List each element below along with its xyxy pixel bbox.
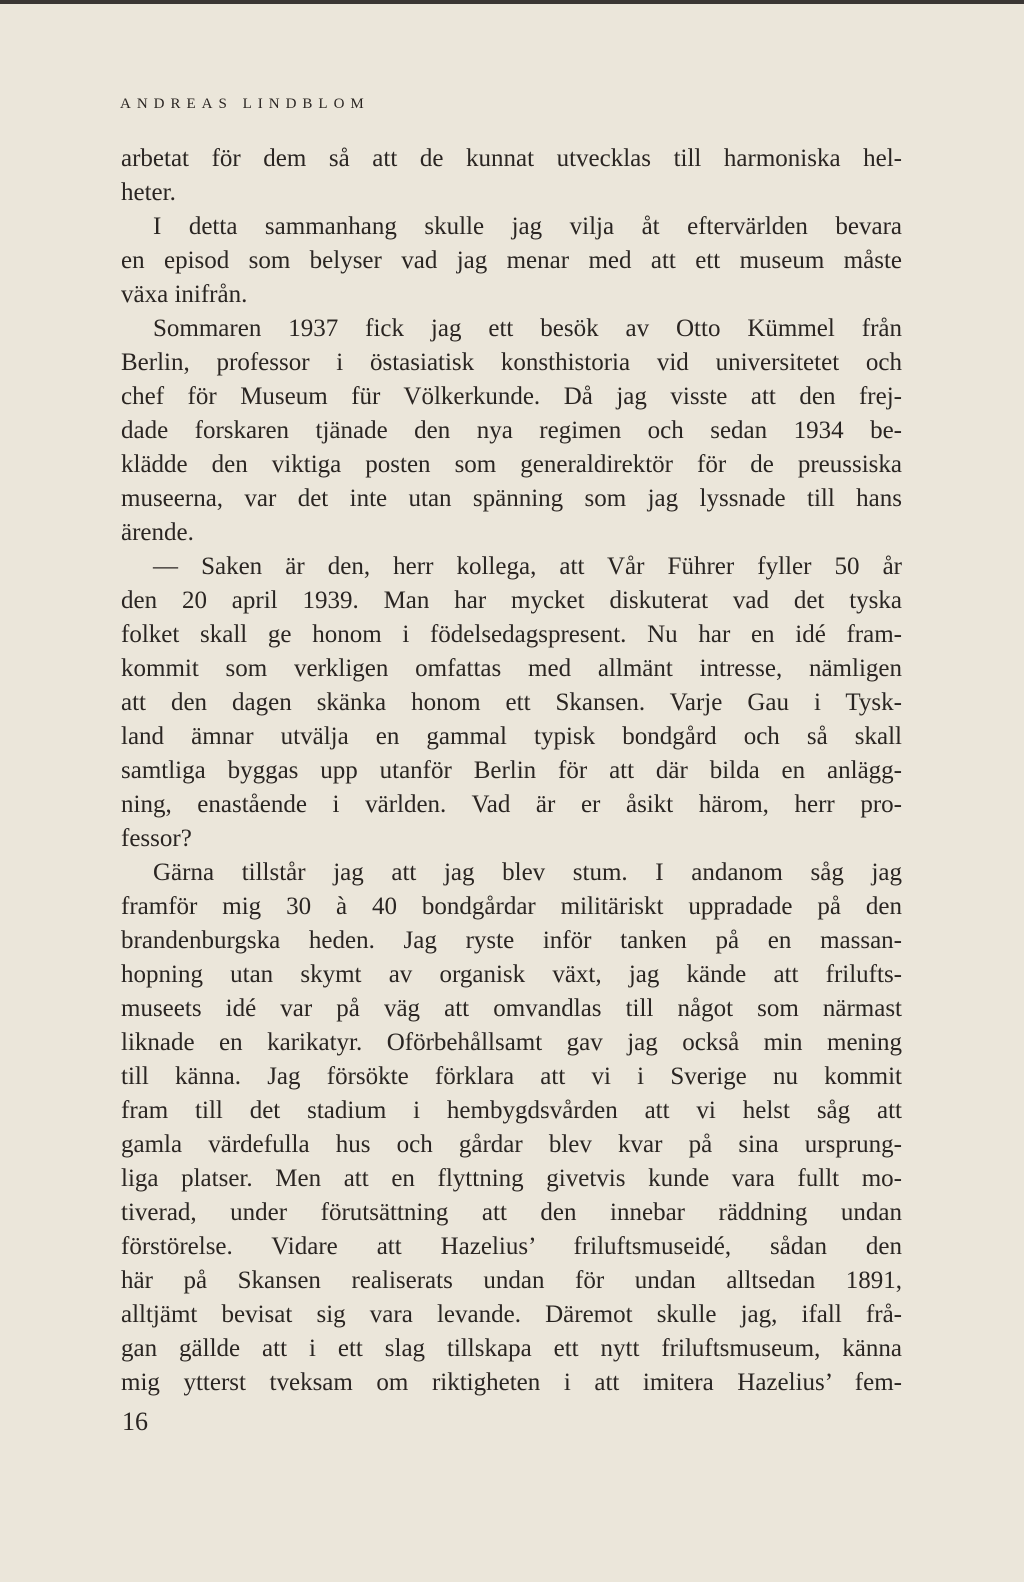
text-line: chef för Museum für Völkerkunde. Då jag visste att den frej- [121,383,902,410]
text-line: gamla värdefulla hus och gårdar blev kvar på sina ursprung- [121,1131,902,1158]
text-line: dade forskaren tjänade den nya regimen och sedan 1934 be- [121,417,902,444]
text-line: Gärna tillstår jag att jag blev stum. I andanom såg jag [153,859,902,886]
text-line: arbetat för dem så att de kunnat utvecklas till harmoniska hel- [121,145,902,172]
text-line: att den dagen skänka honom ett Skansen. Varje Gau i Tysk- [121,689,902,716]
page-number: 16 [122,1407,148,1436]
text-line: heter. [121,179,176,206]
text-line: till känna. Jag försökte förklara att vi i Sverige nu kommit [121,1063,902,1090]
text-line: alltjämt bevisat sig vara levande. Däremot skulle jag, ifall frå- [121,1301,902,1328]
text-line: liga platser. Men att en flyttning givetvis kunde vara fullt mo- [121,1165,902,1192]
text-line: fram till det stadium i hembygdsvården att vi helst såg att [121,1097,902,1124]
running-head: ANDREAS LINDBLOM [120,96,370,112]
text-line: en episod som belyser vad jag menar med att ett museum måste [121,247,902,274]
body-text [121,142,902,1400]
text-line: liknade en karikatyr. Oförbehållsamt gav jag också min mening [121,1029,902,1056]
text-line: brandenburgska heden. Jag ryste inför tanken på en massan- [121,927,902,954]
text-line: land ämnar utvälja en gammal typisk bondgård och så skall [121,723,902,750]
text-line: fessor? [121,825,192,852]
page-top-edge [0,0,1024,4]
text-line: Sommaren 1937 fick jag ett besök av Otto Kümmel från [153,315,902,342]
text-line: hopning utan skymt av organisk växt, jag kände att frilufts- [121,961,902,988]
text-line: här på Skansen realiserats undan för undan alltsedan 1891, [121,1267,902,1294]
text-line: museerna, var det inte utan spänning som jag lyssnade till hans [121,485,902,512]
text-line: förstörelse. Vidare att Hazelius’ friluftsmuseidé, sådan den [121,1233,902,1260]
text-line: växa inifrån. [121,281,248,308]
text-line: tiverad, under förutsättning att den innebar räddning undan [121,1199,902,1226]
text-line: ärende. [121,519,194,546]
text-line: I detta sammanhang skulle jag vilja åt eftervärlden bevara [153,213,902,240]
text-line: klädde den viktiga posten som generaldirektör för de preussiska [121,451,902,478]
text-line: kommit som verkligen omfattas med allmänt intresse, nämligen [121,655,902,682]
text-line: framför mig 30 à 40 bondgårdar militäriskt uppradade på den [121,893,902,920]
text-line: samtliga byggas upp utanför Berlin för att där bilda en anlägg- [121,757,902,784]
text-line: — Saken är den, herr kollega, att Vår Führer fyller 50 år [153,553,902,580]
text-line: folket skall ge honom i födelsedagspresent. Nu har en idé fram- [121,621,902,648]
text-line: mig ytterst tveksam om riktigheten i att imitera Hazelius’ fem- [121,1369,902,1396]
text-line: Berlin, professor i östasiatisk konsthistoria vid universitetet och [121,349,902,376]
text-line: museets idé var på väg att omvandlas till något som närmast [121,995,902,1022]
text-line: den 20 april 1939. Man har mycket diskuterat vad det tyska [121,587,902,614]
text-line: gan gällde att i ett slag tillskapa ett nytt friluftsmuseum, känna [121,1335,902,1362]
text-line: ning, enastående i världen. Vad är er åsikt härom, herr pro- [121,791,902,818]
